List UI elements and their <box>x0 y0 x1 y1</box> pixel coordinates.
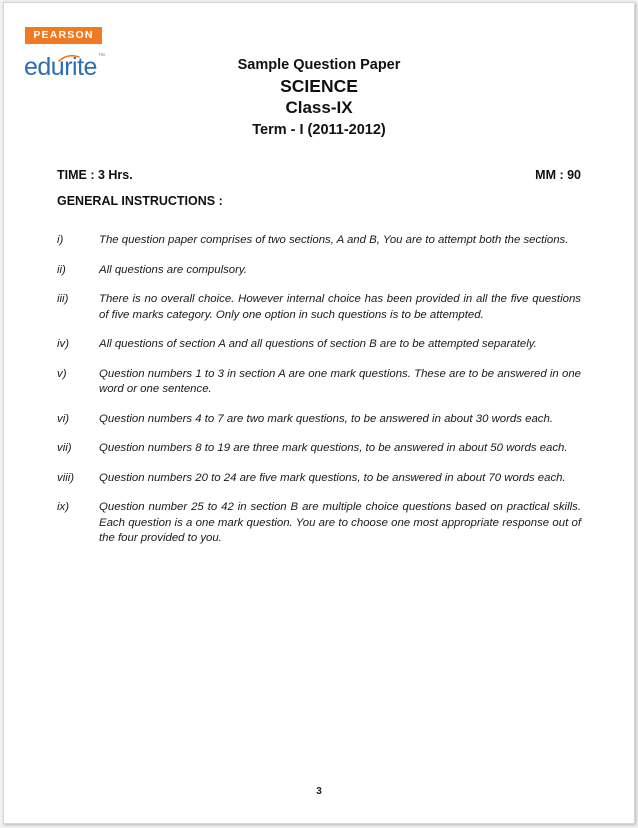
instruction-item <box>57 412 581 428</box>
instruction-item <box>57 292 581 323</box>
page-number: 3 <box>316 786 322 797</box>
instruction-text: The question paper comprises of two sections, A and B, You are to attempt both the sections. <box>99 234 569 246</box>
instruction-text: Question numbers 1 to 3 in section A are one mark questions. These are to be answered in one word or one sentence. <box>99 367 581 395</box>
instruction-text: Question numbers 8 to 19 are three mark questions, to be answered in about 50 words each. <box>99 442 568 454</box>
instruction-number: ix) <box>57 501 70 513</box>
instruction-item <box>57 337 581 353</box>
instruction-number: ii) <box>57 263 66 276</box>
instruction-item <box>57 441 581 457</box>
instruction-item <box>57 367 581 398</box>
paper-subject: SCIENCE <box>280 76 358 96</box>
edurite-logo-text: edurite <box>24 53 97 81</box>
instruction-text: Question numbers 4 to 7 are two mark questions, to be answered in about 30 words each. <box>99 412 553 425</box>
instruction-number: v) <box>57 367 67 380</box>
instruction-item <box>57 471 581 487</box>
instruction-item <box>57 500 581 547</box>
instruction-number: viii) <box>57 471 75 484</box>
paper-term: Term - I (2011-2012) <box>252 122 386 138</box>
instruction-text: Question numbers 20 to 24 are five mark questions, to be answered in about 70 words each. <box>99 471 566 484</box>
paper-class: Class-IX <box>285 98 353 117</box>
max-marks: MM : 90 <box>535 168 581 182</box>
instruction-text: Question number 25 to 42 in section B are multiple choice questions based on practical skills. Each question is a one mark question. You are to choose one most appropriate response out of the four provided to you. <box>99 501 581 544</box>
instruction-number: iv) <box>57 338 70 350</box>
instruction-item <box>57 233 581 249</box>
instruction-number: vi) <box>57 412 70 425</box>
time-marks-row <box>57 168 581 182</box>
pearson-logo: PEARSON <box>25 27 102 44</box>
exam-time: TIME : 3 Hrs. <box>57 168 133 182</box>
paper-subtitle: Sample Question Paper <box>237 57 401 73</box>
general-instructions-title: GENERAL INSTRUCTIONS : <box>57 194 223 208</box>
instructions-list <box>57 233 581 561</box>
instruction-number: vii) <box>57 442 72 454</box>
instruction-text: All questions of section A and all questions of section B are to be attempted separately. <box>99 338 537 350</box>
instruction-text: There is no overall choice. However internal choice has been provided in all the five questions of five marks category. Only one option in such questions is to be attempted. <box>99 293 581 321</box>
instruction-number: iii) <box>57 293 69 305</box>
document-page <box>3 2 635 824</box>
instruction-item <box>57 263 581 279</box>
trademark-mark: ™ <box>97 53 105 60</box>
instruction-text: All questions are compulsory. <box>99 263 247 276</box>
paper-header <box>4 57 634 138</box>
instruction-number: i) <box>57 234 64 246</box>
